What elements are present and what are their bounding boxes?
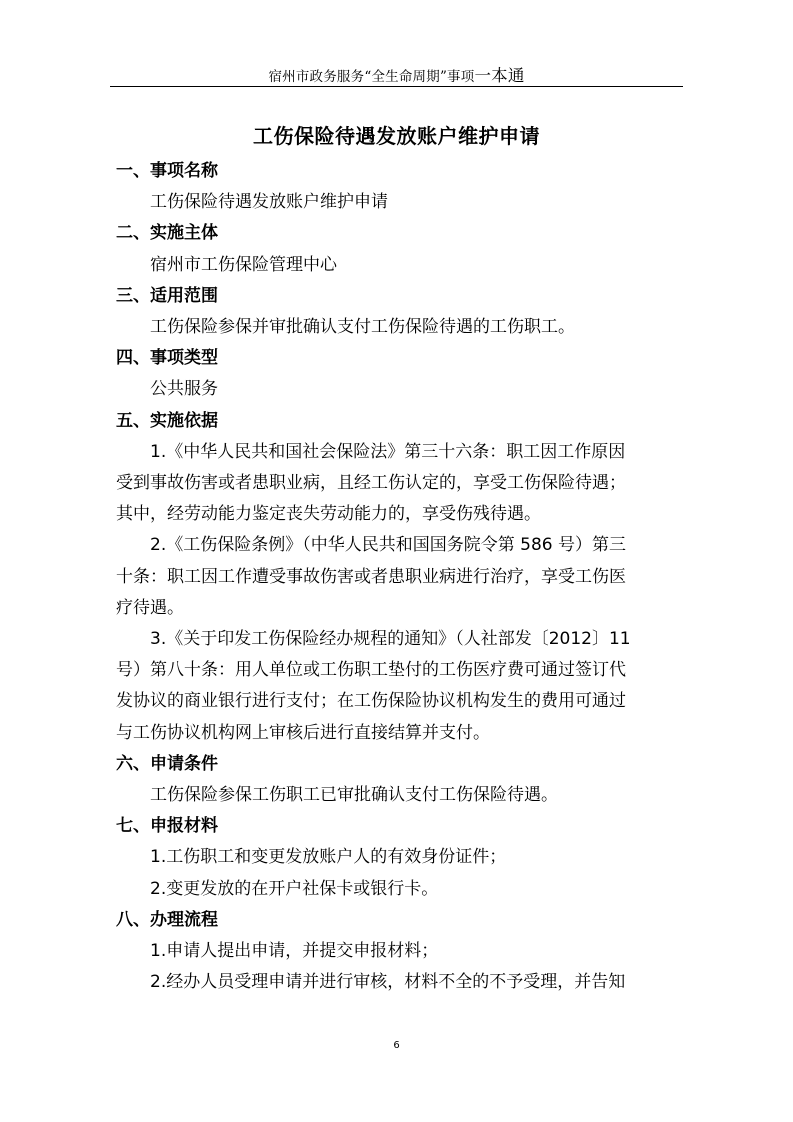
paragraph-line: 与工伤协议机构网上审核后进行直接结算并支付。 <box>116 722 490 743</box>
materials-item-2: 2.变更发放的在开户社保卡或银行卡。 <box>150 878 439 899</box>
section-text-implementing-body: 宿州市工伤保险管理中心 <box>150 254 337 275</box>
section-heading-legal-basis: 五、实施依据 <box>116 410 218 431</box>
section-heading-materials: 七、申报材料 <box>116 816 218 837</box>
legal-basis-paragraph-1 <box>116 437 682 531</box>
legal-basis-paragraph-3 <box>116 624 682 749</box>
section-heading-item-type: 四、事项类型 <box>116 348 218 369</box>
section-heading-implementing-body: 二、实施主体 <box>116 223 218 244</box>
paragraph-line: 十条：职工因工作遭受事故伤害或者患职业病进行治疗，享受工伤医 <box>116 566 626 587</box>
section-heading-process: 八、办理流程 <box>116 909 218 930</box>
running-header-suffix: 一本通 <box>474 66 525 85</box>
legal-basis-paragraph-2 <box>116 530 682 624</box>
paragraph-line: 发协议的商业银行进行支付；在工伤保险协议机构发生的费用可通过 <box>116 691 626 712</box>
section-heading-scope: 三、适用范围 <box>116 285 218 306</box>
section-heading-conditions: 六、申请条件 <box>116 753 218 774</box>
paragraph-line: 其中，经劳动能力鉴定丧失劳动能力的，享受伤残待遇。 <box>116 504 541 525</box>
paragraph-line: 3.《关于印发工伤保险经办规程的通知》（人社部发〔2012〕11 <box>150 629 631 650</box>
materials-item-1: 1.工伤职工和变更发放账户人的有效身份证件； <box>150 847 507 868</box>
section-text-conditions: 工伤保险参保工伤职工已审批确认支付工伤保险待遇。 <box>150 785 558 806</box>
header-rule <box>110 86 683 87</box>
section-text-item-name: 工伤保险待遇发放账户维护申请 <box>150 192 388 213</box>
paragraph-line: 受到事故伤害或者患职业病，且经工伤认定的，享受工伤保险待遇； <box>116 473 626 494</box>
running-header <box>110 62 683 86</box>
paragraph-line: 2.《工伤保险条例》（中华人民共和国国务院令第 586 号）第三 <box>150 535 626 556</box>
process-step-1: 1.申请人提出申请，并提交申报材料； <box>150 941 439 962</box>
document-title: 工伤保险待遇发放账户维护申请 <box>253 124 540 148</box>
page-number: 6 <box>393 1040 400 1051</box>
running-header-prefix: 宿州市政务服务“全生命周期”事项 <box>268 69 475 85</box>
process-step-2: 2.经办人员受理申请并进行审核，材料不全的不予受理，并告知 <box>150 972 626 993</box>
paragraph-line: 1.《中华人民共和国社会保险法》第三十六条：职工因工作原因 <box>150 441 626 462</box>
paragraph-line: 疗待遇。 <box>116 597 184 618</box>
document-body <box>116 156 682 998</box>
paragraph-line: 号）第八十条：用人单位或工伤职工垫付的工伤医疗费可通过签订代 <box>116 660 626 681</box>
section-text-item-type: 公共服务 <box>150 379 218 400</box>
section-heading-item-name: 一、事项名称 <box>116 161 218 181</box>
section-text-scope: 工伤保险参保并审批确认支付工伤保险待遇的工伤职工。 <box>150 317 575 338</box>
